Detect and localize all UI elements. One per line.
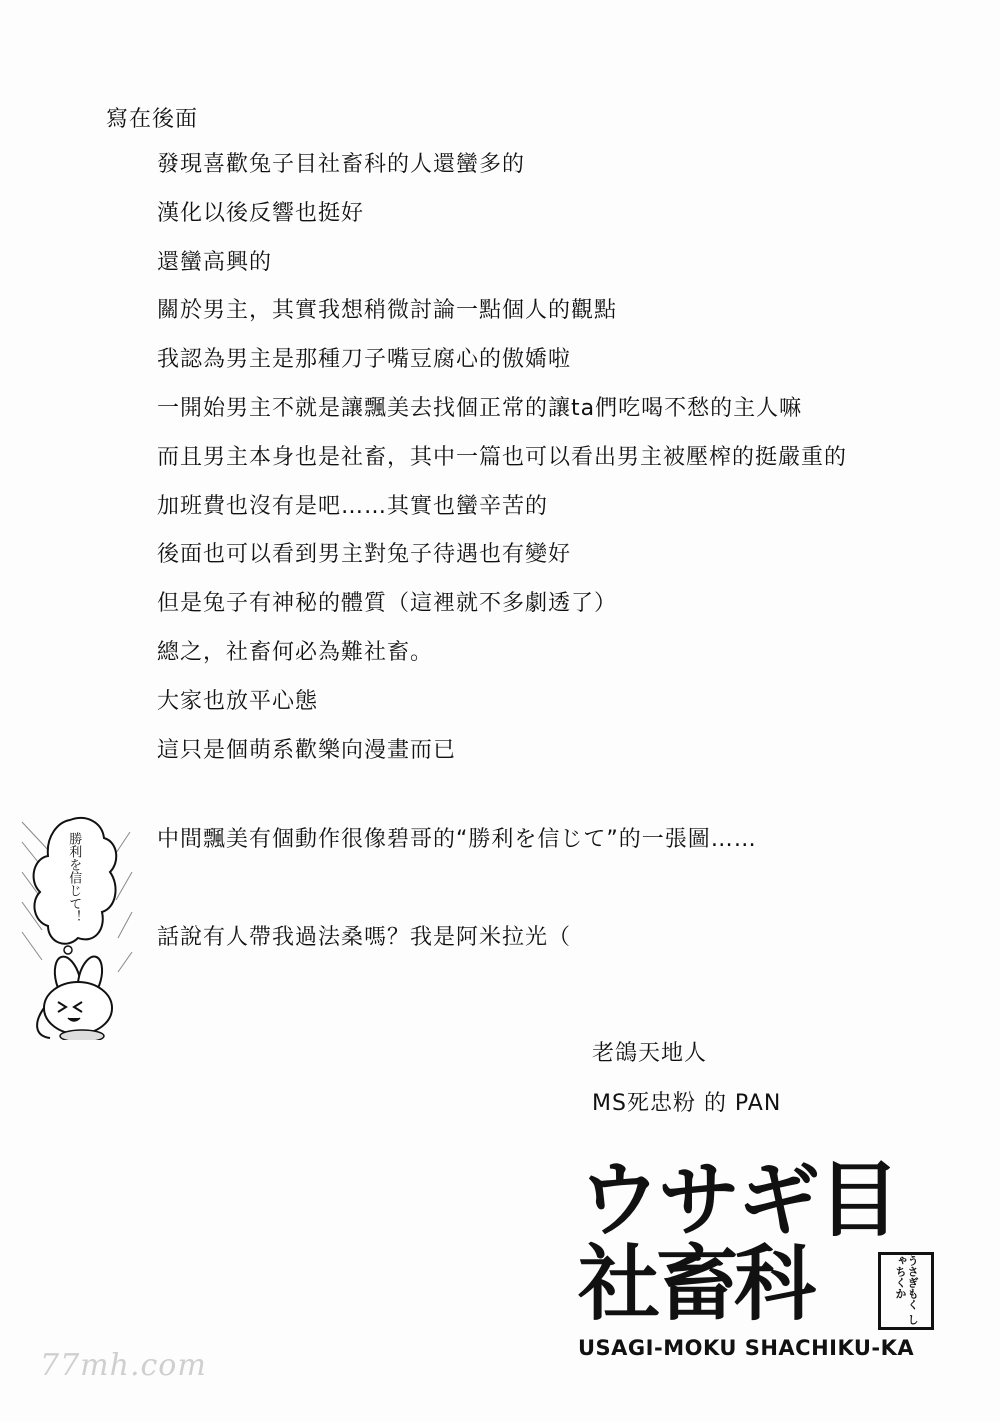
logo-kanji: 社畜科 bbox=[578, 1237, 813, 1332]
body-line: 這只是個萌系歡樂向漫畫而已 bbox=[157, 737, 457, 763]
signature-line-2: MS死忠粉 的 PAN bbox=[592, 1091, 782, 1116]
afterword-heading: 寫在後面 bbox=[106, 107, 199, 132]
body-line: 發現喜歡兔子目社畜科的人還蠻多的 bbox=[157, 152, 526, 177]
body-line: 總之，社畜何必為難社畜。 bbox=[157, 639, 434, 665]
body-line: 加班費也沒有是吧……其實也蠻辛苦的 bbox=[157, 493, 549, 519]
logo-kana: ウサギ目 bbox=[578, 1153, 899, 1248]
body-line: 而且男主本身也是社畜，其中一篇也可以看出男主被壓榨的挺嚴重的 bbox=[157, 444, 848, 470]
body-line: 但是兔子有神秘的體質（這裡就不多劇透了） bbox=[157, 591, 618, 617]
body-line: 我認為男主是那種刀子嘴豆腐心的傲嬌啦 bbox=[157, 347, 572, 373]
body-line: 一開始男主不就是讓飄美去找個正常的讓ta們吃喝不愁的主人嘛 bbox=[157, 395, 803, 421]
question-line: 話說有人帶我過法桑嗎？我是阿米拉光（ bbox=[157, 925, 572, 950]
afterword-body bbox=[157, 150, 847, 784]
site-watermark: 77mh.com bbox=[40, 1348, 207, 1383]
signature-line-1: 老鴿天地人 bbox=[592, 1041, 708, 1066]
note-line: 中間飄美有個動作很像碧哥的“勝利を信じて”的一張圖…… bbox=[157, 827, 757, 852]
logo-ruby: うさぎもく しゃちくか bbox=[878, 1252, 934, 1330]
logo-romaji: USAGI-MOKU SHACHIKU-KA bbox=[578, 1336, 915, 1360]
body-line: 關於男主，其實我想稍微討論一點個人的觀點 bbox=[157, 298, 618, 324]
body-line: 後面也可以看到男主對兔子待遇也有變好 bbox=[157, 542, 572, 568]
sticker-text: 勝利を信じて！ bbox=[66, 832, 82, 923]
title-logo bbox=[578, 1153, 940, 1365]
sticker-illustration bbox=[20, 812, 138, 1040]
body-line: 漢化以後反響也挺好 bbox=[157, 200, 365, 226]
body-line: 大家也放平心態 bbox=[157, 688, 319, 714]
body-line: 還蠻高興的 bbox=[157, 249, 273, 275]
